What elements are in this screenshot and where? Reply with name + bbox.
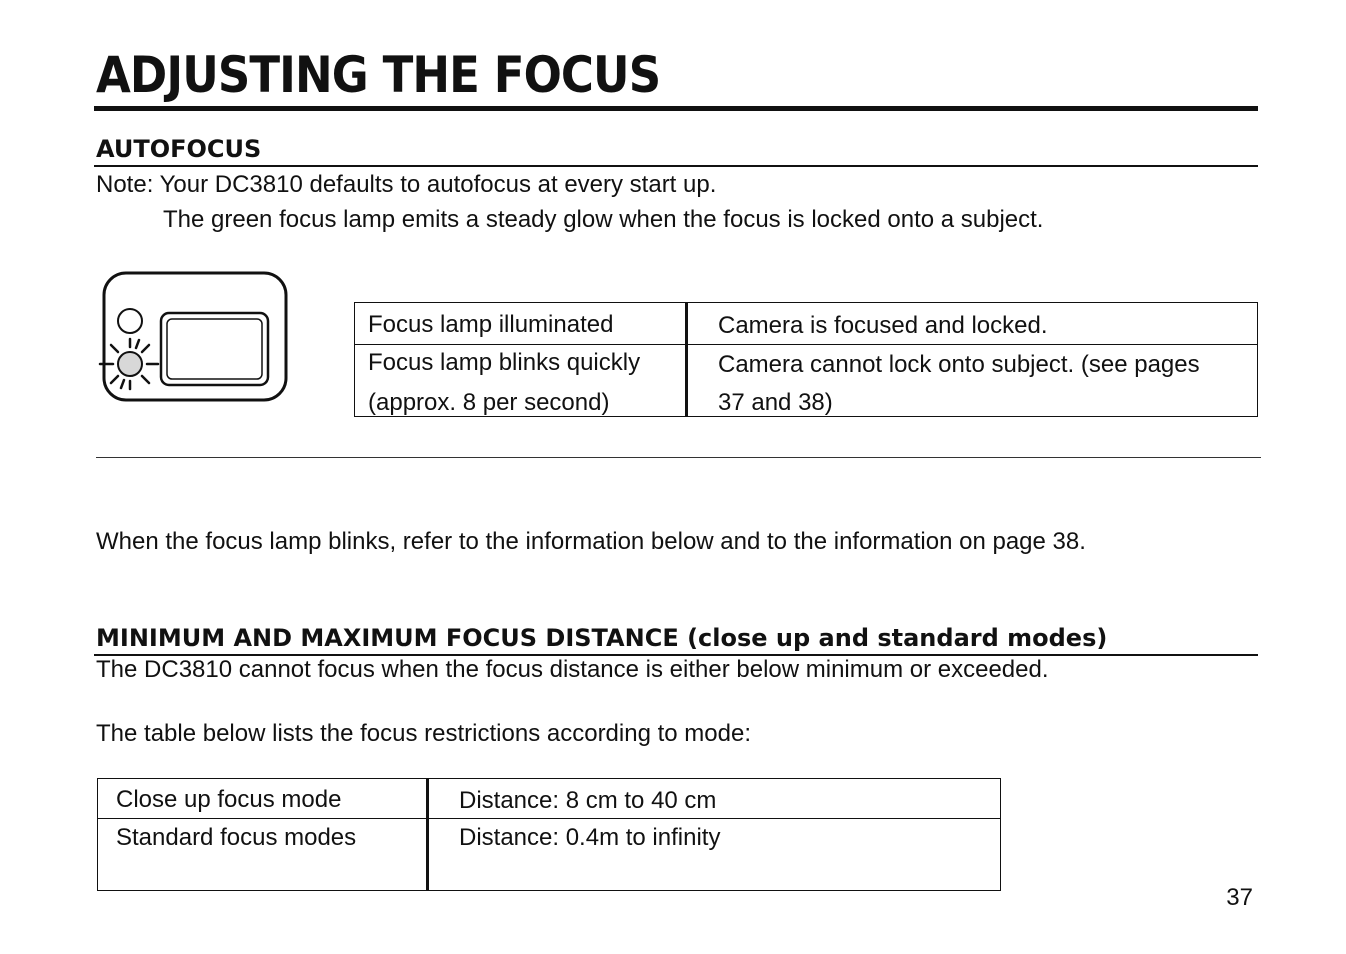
autofocus-note-line2: The green focus lamp emits a steady glow when the focus is locked onto a subject.: [163, 206, 1044, 233]
autofocus-heading-rule: [94, 165, 1258, 167]
blink-note: When the focus lamp blinks, refer to the information below and to the information on page 38.: [96, 528, 1086, 555]
distance-line1: The DC3810 cannot focus when the focus distance is either below minimum or exceeded.: [96, 656, 1049, 683]
autofocus-heading: AUTOFOCUS: [96, 135, 262, 163]
focus-lamp-table: [354, 302, 1258, 417]
table-cell: [687, 303, 1258, 345]
camera-back-with-blinking-lamp-icon: [96, 268, 296, 408]
title-underline: [94, 106, 1258, 111]
focus-distance-table: [97, 778, 1001, 891]
lamp-state-text: (approx. 8 per second): [368, 389, 610, 416]
table-row: [98, 819, 1001, 891]
lamp-meaning-text: Camera is focused and locked.: [718, 312, 1048, 339]
table-cell: [428, 779, 1001, 819]
lamp-state-text: Focus lamp blinks quickly: [368, 349, 641, 376]
lamp-meaning-text: 37 and 38): [718, 389, 833, 416]
table-row: [355, 303, 1258, 345]
autofocus-note-line1: Note: Your DC3810 defaults to autofocus at every start up.: [96, 171, 717, 198]
table-cell: [687, 345, 1258, 417]
table-cell: [355, 303, 687, 345]
distance-text: Distance: 8 cm to 40 cm: [459, 787, 717, 814]
table-row: [355, 345, 1258, 417]
mode-text: Close up focus mode: [116, 786, 342, 813]
page-number: 37: [1226, 884, 1253, 911]
section-divider: [96, 457, 1261, 458]
distance-text: Distance: 0.4m to infinity: [459, 824, 721, 851]
lamp-meaning-text: Camera cannot lock onto subject. (see pages: [718, 351, 1200, 378]
mode-text: Standard focus modes: [116, 824, 357, 851]
distance-heading: MINIMUM AND MAXIMUM FOCUS DISTANCE (close up and standard modes): [96, 624, 1108, 652]
table-row: [98, 779, 1001, 819]
table-cell: [355, 345, 687, 417]
lamp-state-text: Focus lamp illuminated: [368, 311, 614, 338]
table-cell: [98, 779, 428, 819]
distance-line2: The table below lists the focus restrictions according to mode:: [96, 720, 751, 747]
table-cell: [428, 819, 1001, 891]
table-cell: [98, 819, 428, 891]
page-title: ADJUSTING THE FOCUS: [96, 46, 661, 104]
